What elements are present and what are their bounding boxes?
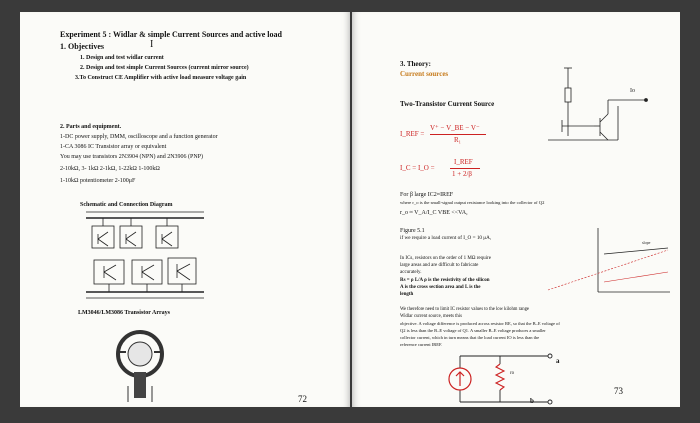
parts-line-2: 1-CA 3086 IC Transistor array or equivalent <box>60 144 167 150</box>
widlar-paragraph-4: Q2 is less than the B–E voltage of Q1. A smaller B–E voltage produces a smaller <box>400 328 546 333</box>
widlar-paragraph-5: collector current, which in turn means that the load current IO is less than the <box>400 335 540 340</box>
svg-text:slope: slope <box>642 240 651 245</box>
norton-equivalent-circuit <box>444 352 564 406</box>
ic-package-icon <box>106 324 176 404</box>
ro-formula: r_o ≈ V_A/I_C VBE <<VA, <box>400 210 468 216</box>
i-ref-label: I_REF = <box>400 130 425 138</box>
svg-text:ro: ro <box>510 371 515 376</box>
figure-caption: Figure 5.1 <box>400 228 425 234</box>
current-source-circuit <box>538 66 674 144</box>
ic-paragraph-2: large areas and are difficult to fabricate <box>400 263 479 268</box>
ro-description: where r_o is the small-signal output resistance looking into the collector of Q2 <box>400 200 545 205</box>
objective-3: 3.To Construct CE Amplifier with active load measure voltage gain <box>75 75 247 81</box>
ic-fraction-line <box>450 168 480 169</box>
left-page <box>20 12 350 407</box>
theory-heading: 3. Theory: <box>400 60 431 68</box>
node-a-label: a <box>556 357 560 365</box>
transistor-array-schematic <box>82 210 212 300</box>
parts-line-3: You may use transistors 2N3904 (NPN) and 2N3906 (PNP) <box>60 154 204 160</box>
ic-denominator: 1 + 2/β <box>452 170 472 178</box>
ic-paragraph-6: length <box>400 292 414 297</box>
widlar-paragraph-2: Widlar current source, meets this <box>400 314 462 319</box>
objective-1: 1. Design and test widlar current <box>80 55 164 61</box>
ic-paragraph-1: In ICs, resistors on the order of 1 MΩ require <box>400 256 491 261</box>
parts-heading: 2. Parts and equipment. <box>60 124 122 130</box>
i-ref-denominator: R₁ <box>454 136 462 144</box>
parts-line-4: 2-10kΩ, 3- 1kΩ 2-1kΩ, 1-22kΩ 1-100kΩ <box>60 166 160 172</box>
ic-paragraph-4: Rs = ρ L/A ρ is the resistivity of the silicon <box>400 278 490 283</box>
widlar-paragraph-3: objective. A voltage difference is produced across resistor RE, so that the B–E voltage of <box>400 321 560 326</box>
ic-paragraph-3: accurately. <box>400 270 422 275</box>
ic-label: I_C = I_O = <box>400 164 435 172</box>
parts-line-1: 1-DC power supply, DMM, oscilloscope and a function generator <box>60 134 218 140</box>
two-transistor-heading: Two-Transistor Current Source <box>400 100 495 108</box>
objectives-heading: 1. Objectives <box>60 42 104 51</box>
widlar-paragraph-1: We therefore need to limit IC resistor values to the low kilohm range <box>400 307 530 312</box>
parts-line-5: 1-10kΩ potentiometer 2-100μF <box>60 178 136 184</box>
text-cursor-icon: I <box>150 39 154 50</box>
objective-2: 2. Design and test simple Current Sources (current mirror source) <box>80 65 249 71</box>
characteristic-curve-graph <box>548 226 672 296</box>
diagram-heading: Schematic and Connection Diagram <box>80 202 173 208</box>
ic-numerator: I_REF <box>454 158 473 166</box>
i-ref-fraction-line <box>430 134 486 135</box>
i-ref-numerator: V⁺ − V_BE − V⁻ <box>430 124 480 132</box>
right-page <box>352 12 680 407</box>
large-beta-note: For β large IC2≈IREF <box>400 192 454 198</box>
ic-paragraph-5: A is the cross section area and L is the <box>400 285 481 290</box>
left-page-number: 72 <box>298 394 307 404</box>
widlar-paragraph-6: reference current IREF. <box>400 342 443 347</box>
node-b-label: b <box>530 397 534 405</box>
array-label: LM3046/LM3086 Transistor Arrays <box>78 310 170 316</box>
current-sources-heading: Current sources <box>400 70 449 78</box>
right-page-number: 73 <box>614 386 623 396</box>
svg-text:Io: Io <box>630 88 635 94</box>
figure-subcaption: if we require a load current of I_O = 10 μA, <box>400 235 492 241</box>
experiment-title: Experiment 5 : Widlar & simple Current Sources and active load <box>60 30 282 39</box>
